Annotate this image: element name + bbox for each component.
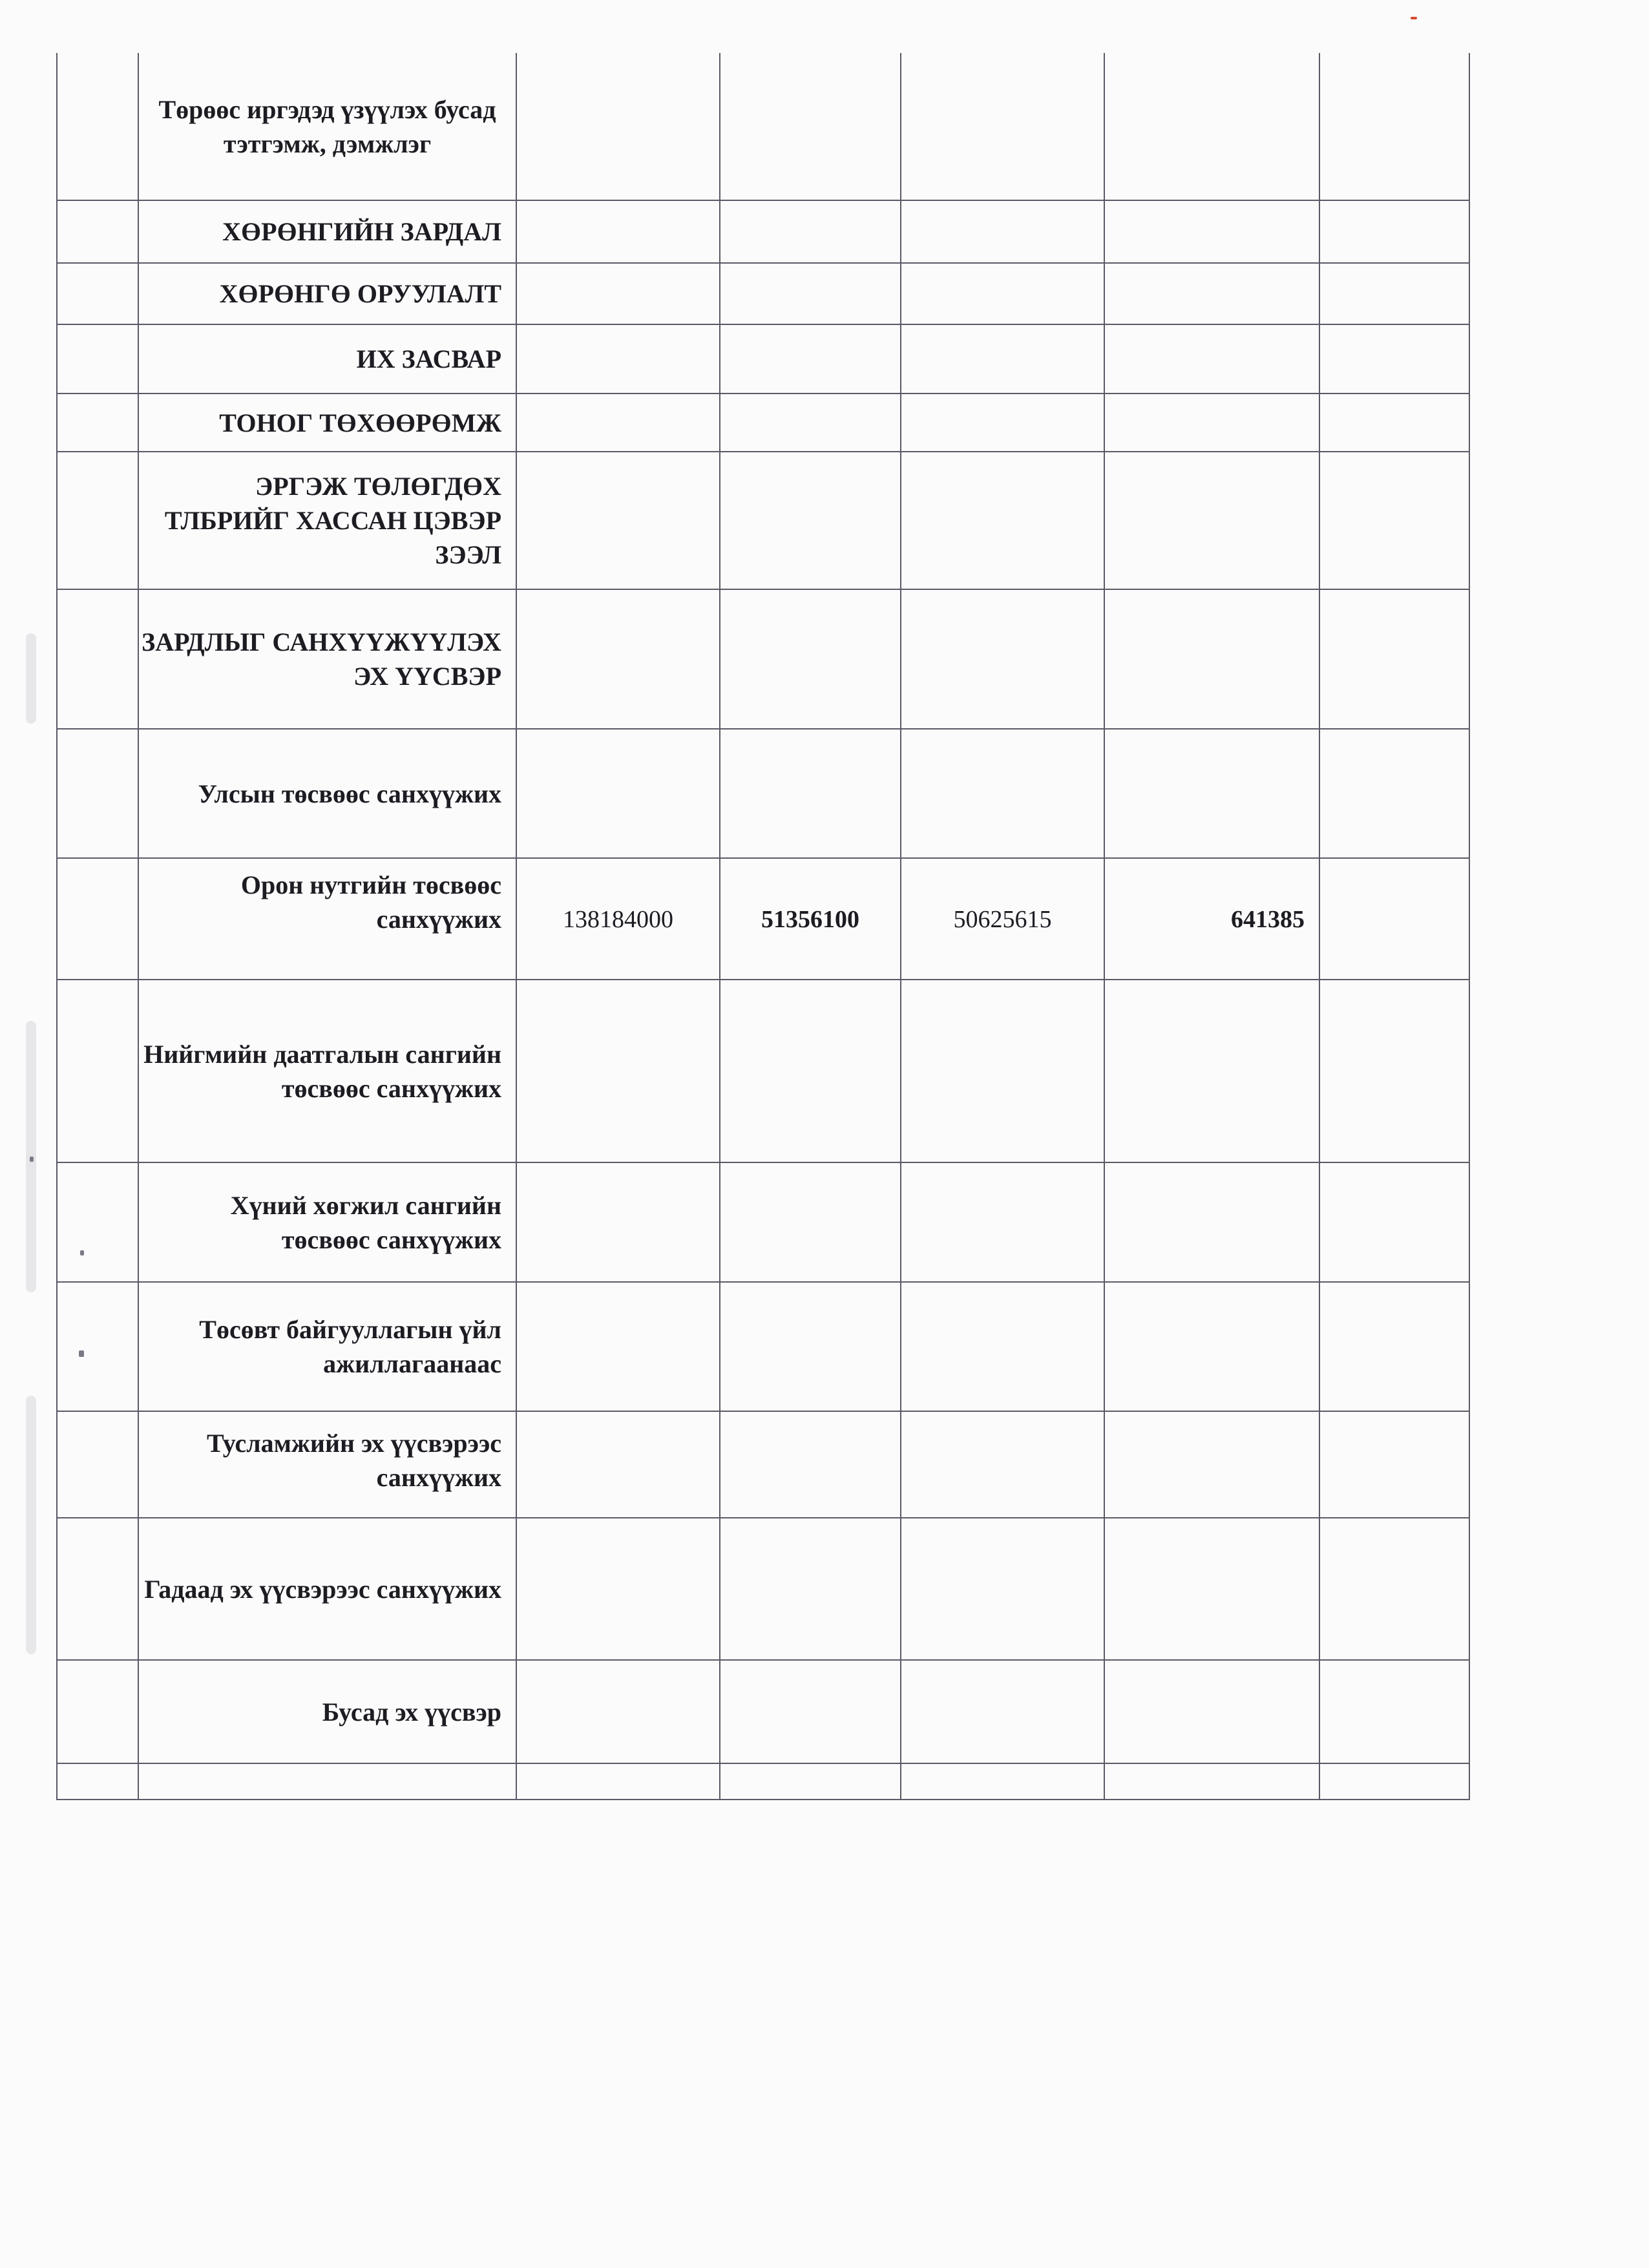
row-index-cell [57,53,138,200]
value-cell [516,1518,720,1660]
value-cell [720,1518,901,1660]
value-cell [1319,1282,1469,1411]
row-label: Гадаад эх үүсвэрээс санхүүжих [138,1518,516,1660]
value-cell [516,980,720,1162]
value-cell [901,1282,1104,1411]
value-cell [1319,263,1469,324]
value-cell [516,1763,720,1800]
value-cell [720,980,901,1162]
value-cell [901,1763,1104,1800]
value-cell [1319,1763,1469,1800]
value-cell: 641385 [1104,858,1319,980]
row-index-cell [57,1162,138,1282]
value-cell [516,53,720,200]
value-cell [901,53,1104,200]
value-cell [1104,1411,1319,1518]
row-label: Тусламжийн эх үүсвэрээс санхүүжих [138,1411,516,1518]
value-cell [720,1282,901,1411]
row-label: ИХ ЗАСВАР [138,324,516,394]
value-cell [1104,729,1319,858]
value-cell [901,263,1104,324]
table-row [57,589,1469,729]
row-label: Улсын төсвөөс санхүүжих [138,729,516,858]
row-label: Төрөөс иргэдэд үзүүлэх бусад тэтгэмж, дэмжлэг [138,53,516,200]
row-label: Нийгмийн даатгалын сангийн төсвөөс санхүүжих [138,980,516,1162]
value-cell: 138184000 [516,858,720,980]
value-cell [1319,729,1469,858]
row-label: ЭРГЭЖ ТӨЛӨГДӨХ ТЛБРИЙГ ХАССАН ЦЭВЭР ЗЭЭЛ [138,452,516,589]
value-cell [901,1162,1104,1282]
value-cell [901,452,1104,589]
value-cell [1104,1660,1319,1763]
value-cell [516,200,720,263]
value-cell [1319,53,1469,200]
budget-source-table [56,53,1470,1800]
value-cell [516,1660,720,1763]
row-label: ТОНОГ ТӨХӨӨРӨМЖ [138,394,516,452]
row-index-cell [57,858,138,980]
value-cell [901,324,1104,394]
value-cell [1104,452,1319,589]
table-row [57,53,1469,200]
value-cell [1319,1518,1469,1660]
value-cell [1104,1282,1319,1411]
value-cell [1319,589,1469,729]
table-row [57,980,1469,1162]
value-cell [720,1411,901,1518]
value-cell [901,200,1104,263]
row-index-cell [57,452,138,589]
row-label: ЗАРДЛЫГ САНХҮҮЖҮҮЛЭХ ЭХ ҮҮСВЭР [138,589,516,729]
value-cell [1319,980,1469,1162]
table-row [57,200,1469,263]
row-index-cell [57,980,138,1162]
row-label: ХӨРӨНГИЙН ЗАРДАЛ [138,200,516,263]
value-cell [516,452,720,589]
row-label: Орон нутгийн төсвөөс санхүүжих [138,858,516,980]
value-cell [1104,263,1319,324]
red-pen-mark [1411,17,1417,19]
value-cell [516,1162,720,1282]
table-row [57,324,1469,394]
value-cell [720,1162,901,1282]
value-cell [1104,1518,1319,1660]
row-index-cell [57,1763,138,1800]
value-cell [720,263,901,324]
value-cell [516,394,720,452]
value-cell [720,394,901,452]
value-cell [516,1282,720,1411]
value-cell [1104,53,1319,200]
scan-smudge [26,633,36,724]
value-cell [1104,200,1319,263]
value-cell [901,980,1104,1162]
row-index-cell [57,200,138,263]
value-cell [516,324,720,394]
value-cell [901,1518,1104,1660]
value-cell [901,589,1104,729]
scan-speck [30,1157,34,1162]
value-cell [1319,1162,1469,1282]
value-cell [1104,1763,1319,1800]
row-label: Хүний хөгжил сангийн төсвөөс санхүүжих [138,1162,516,1282]
value-cell [901,1411,1104,1518]
row-label [138,1763,516,1800]
table-row [57,1282,1469,1411]
value-cell [516,589,720,729]
value-cell [1319,1411,1469,1518]
table-row [57,263,1469,324]
value-cell: 50625615 [901,858,1104,980]
value-cell [901,729,1104,858]
value-cell [1104,980,1319,1162]
table-row [57,1660,1469,1763]
row-label: Төсөвт байгууллагын үйл ажиллагаанаас [138,1282,516,1411]
value-cell [720,53,901,200]
row-index-cell [57,1411,138,1518]
row-index-cell [57,1518,138,1660]
value-cell [1319,324,1469,394]
value-cell [901,1660,1104,1763]
row-index-cell [57,263,138,324]
table-row [57,394,1469,452]
value-cell [720,1763,901,1800]
value-cell [516,729,720,858]
value-cell: 51356100 [720,858,901,980]
value-cell [901,394,1104,452]
value-cell [516,1411,720,1518]
table-row [57,1411,1469,1518]
value-cell [1319,200,1469,263]
value-cell [1319,394,1469,452]
value-cell [720,729,901,858]
table-row [57,1518,1469,1660]
value-cell [1104,324,1319,394]
value-cell [720,324,901,394]
value-cell [720,1660,901,1763]
row-index-cell [57,394,138,452]
table-row [57,858,1469,980]
value-cell [1319,1660,1469,1763]
value-cell [1104,1162,1319,1282]
table-row [57,729,1469,858]
row-label: Бусад эх үүсвэр [138,1660,516,1763]
row-index-cell [57,1660,138,1763]
table-row [57,1763,1469,1800]
row-label: ХӨРӨНГӨ ОРУУЛАЛТ [138,263,516,324]
value-cell [1319,858,1469,980]
value-cell [720,200,901,263]
table-row [57,1162,1469,1282]
value-cell [1104,394,1319,452]
table-row [57,452,1469,589]
value-cell [720,589,901,729]
scan-smudge [26,1396,36,1654]
row-index-cell [57,589,138,729]
value-cell [1104,589,1319,729]
row-index-cell [57,324,138,394]
row-index-cell [57,729,138,858]
value-cell [1319,452,1469,589]
value-cell [720,452,901,589]
value-cell [516,263,720,324]
row-index-cell [57,1282,138,1411]
